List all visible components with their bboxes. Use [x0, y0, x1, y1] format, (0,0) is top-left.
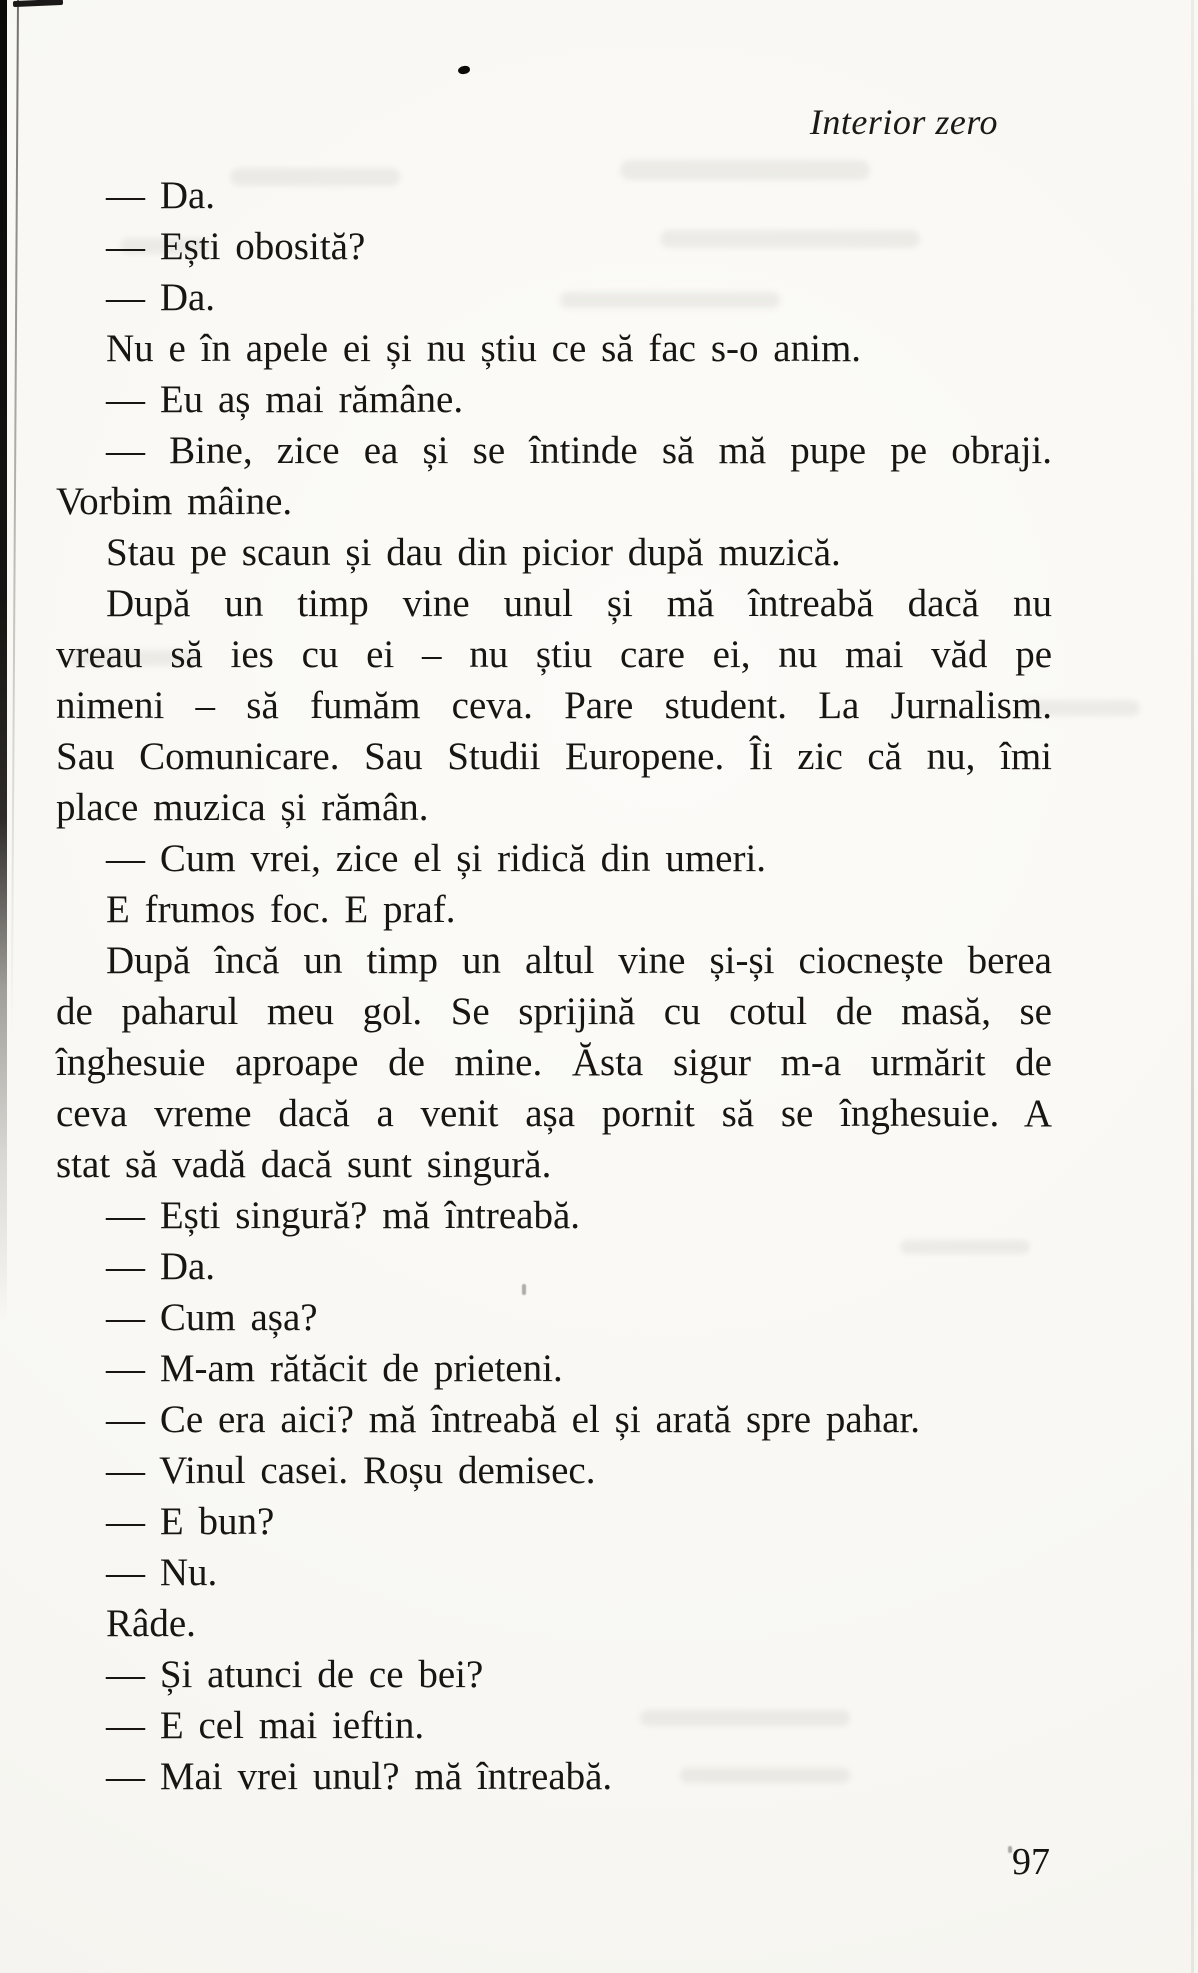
- right-page-edge-line: [1191, 0, 1194, 1973]
- text-line: stat să vadă dacă sunt singură.: [56, 1143, 552, 1186]
- text-line: După un timp vine unul și mă întreabă dacă nu: [106, 582, 1052, 625]
- text-line: de paharul meu gol. Se sprijină cu cotul de masă, se: [56, 990, 1052, 1033]
- text-line: Râde.: [106, 1602, 196, 1645]
- text-line: — Ești singură? mă întreabă.: [106, 1194, 581, 1237]
- text-line: nimeni – să fumăm ceva. Pare student. La Jurnalism.: [56, 684, 1052, 727]
- body-text: [56, 170, 1052, 1802]
- text-line: — Da.: [106, 1245, 216, 1288]
- text-line: — Bine, zice ea și se întinde să mă pupe pe obraji.: [106, 429, 1052, 472]
- text-line: Nu e în apele ei și nu știu ce să fac s-o anim.: [106, 327, 862, 370]
- text-line: vreau să ies cu ei – nu știu care ei, nu mai văd pe: [56, 633, 1052, 676]
- text-line: — Ce era aici? mă întreabă el și arată spre pahar.: [106, 1398, 921, 1441]
- text-line: Vorbim mâine.: [56, 480, 293, 523]
- ink-dot-artifact: [458, 65, 471, 75]
- text-line: — E cel mai ieftin.: [106, 1704, 425, 1747]
- text-line: — M-am rătăcit de prieteni.: [106, 1347, 563, 1390]
- text-line: — Da.: [106, 174, 216, 217]
- text-line: — Da.: [106, 276, 216, 319]
- text-line: — Mai vrei unul? mă întreabă.: [106, 1755, 613, 1798]
- text-line: După încă un timp un altul vine și-și ciocnește berea: [106, 939, 1052, 982]
- text-line: — Vinul casei. Roșu demisec.: [106, 1449, 596, 1492]
- text-line: — Nu.: [106, 1551, 218, 1594]
- binding-edge-shadow: [0, 0, 7, 1320]
- page-edge-line: [11, 0, 19, 1040]
- page-number: 97: [1012, 1841, 1050, 1883]
- text-line: înghesuie aproape de mine. Ăsta sigur m-a urmărit de: [56, 1041, 1052, 1084]
- text-line: — Și atunci de ce bei?: [106, 1653, 484, 1696]
- text-line: ceva vreme dacă a venit așa pornit să se înghesuie. A: [56, 1092, 1052, 1135]
- text-line: — Ești obosită?: [106, 225, 366, 268]
- page-edge-corner-mark: [13, 0, 63, 7]
- running-header: Interior zero: [809, 102, 998, 142]
- text-line: — E bun?: [106, 1500, 275, 1543]
- text-line: — Cum așa?: [106, 1296, 318, 1339]
- text-line: place muzica și rămân.: [56, 786, 429, 829]
- text-line: — Cum vrei, zice el și ridică din umeri.: [106, 837, 767, 880]
- text-line: E frumos foc. E praf.: [106, 888, 456, 931]
- text-line: Sau Comunicare. Sau Studii Europene. Îi zic că nu, îmi: [56, 735, 1052, 778]
- text-line: — Eu aș mai rămâne.: [106, 378, 464, 421]
- text-line: Stau pe scaun și dau din picior după muzică.: [106, 531, 841, 574]
